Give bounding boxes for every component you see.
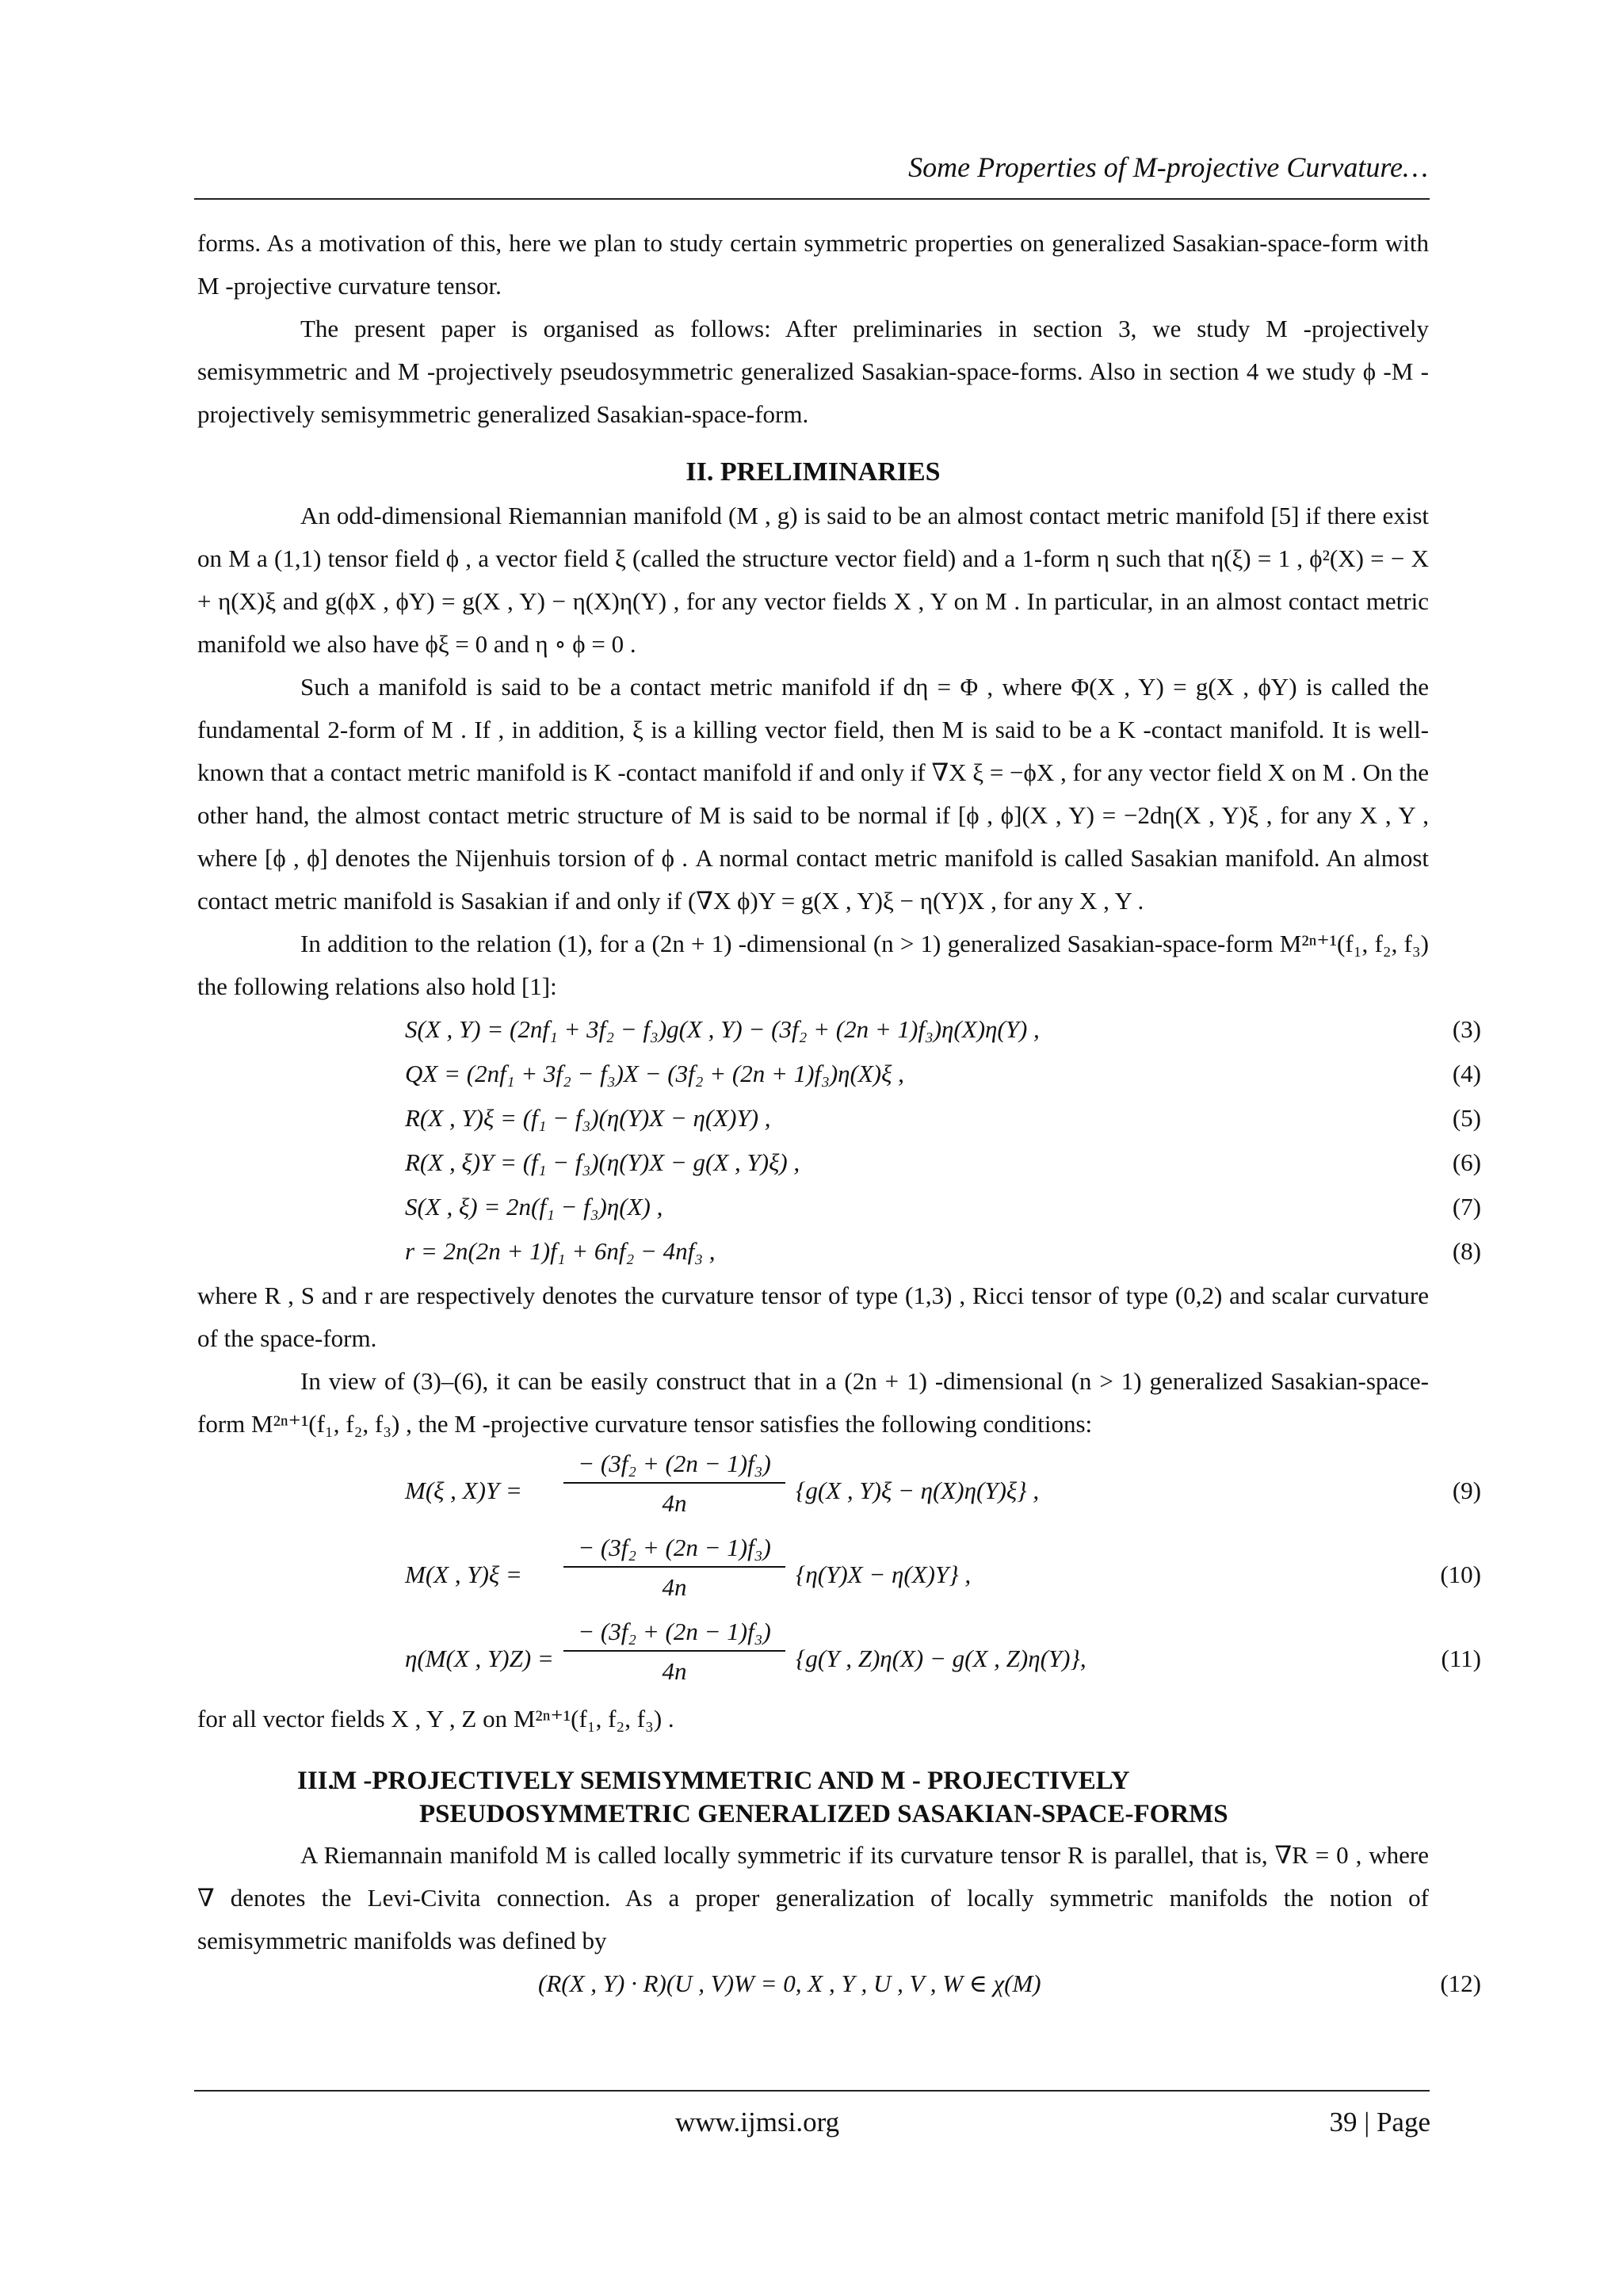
equation-number: (6) bbox=[1452, 1148, 1481, 1176]
fraction-denominator: 4n bbox=[662, 1489, 687, 1517]
equation-12 bbox=[197, 1962, 1481, 2007]
equation-lhs: M(X , Y)ξ = bbox=[405, 1561, 522, 1588]
header-rule bbox=[194, 198, 1430, 200]
equation-expression: R(X , ξ)Y = (f₁ − f₃)(η(Y)X − g(X , Y)ξ) , bbox=[405, 1148, 800, 1176]
section-heading-semisymmetric bbox=[197, 1764, 1429, 1831]
equation-expression: r = 2n(2n + 1)f₁ + 6nf₂ − 4nf₃ , bbox=[405, 1237, 716, 1265]
intro-paragraph-2: The present paper is organised as follows: After preliminaries in section 3, we study M -projectively semisymmetric and M -projectively pseudosymmetric generalized Sasakian-space-forms. Also in section 4 we study ϕ -M -projectively semisymmetric generalized Sasakian-space-form. bbox=[197, 315, 1429, 428]
equation-number: (12) bbox=[1440, 1969, 1481, 1997]
equation-9 bbox=[197, 1446, 1481, 1530]
equation-lhs: η(M(X , Y)Z) = bbox=[405, 1645, 554, 1672]
footer-rule bbox=[194, 2090, 1430, 2092]
equation-fraction bbox=[563, 1614, 785, 1691]
equation-expression: (R(X , Y) · R)(U , V)W = 0, X , Y , U , V , W ∈ χ(M) bbox=[538, 1969, 1041, 1997]
equation-rhs: {g(X , Y)ξ − η(X)η(Y)ξ} , bbox=[796, 1477, 1040, 1504]
page-number: 39 | Page bbox=[1329, 2107, 1430, 2137]
preliminaries-paragraph-3: In addition to the relation (1), for a (2n + 1) -dimensional (n > 1) generalized Sasakian-space-form M²ⁿ⁺¹(f₁, f₂, f₃) the following relations also hold [1]: bbox=[197, 930, 1429, 1000]
journal-website: www.ijmsi.org bbox=[675, 2107, 840, 2137]
semisymmetric-paragraph-1: A Riemannain manifold M is called locally symmetric if its curvature tensor R is parallel, that is, ∇R = 0 , where ∇ denotes the Levi-Civita connection. As a proper generalization of locally symmetric manifolds the notion of semisymmetric manifolds was defined by bbox=[197, 1841, 1429, 1954]
equation-expression: R(X , Y)ξ = (f₁ − f₃)(η(Y)X − η(X)Y) , bbox=[405, 1104, 771, 1132]
equation-7 bbox=[197, 1186, 1481, 1230]
section-number: III. bbox=[297, 1767, 334, 1795]
section-heading-preliminaries: II. PRELIMINARIES bbox=[685, 457, 941, 487]
fraction-denominator: 4n bbox=[662, 1573, 687, 1601]
equation-number: (8) bbox=[1452, 1237, 1481, 1265]
preliminaries-paragraph-5: In view of (3)–(6), it can be easily construct that in a (2n + 1) -dimensional (n > 1) generalized Sasakian-space-form M²ⁿ⁺¹(f₁, f₂, f₃) , the M -projective curvature tensor satisfies the following conditions: bbox=[197, 1367, 1429, 1438]
fraction-numerator: − (3f₂ + (2n − 1)f₃) bbox=[563, 1614, 785, 1652]
equation-rhs: {g(Y , Z)η(X) − g(X , Z)η(Y)}, bbox=[796, 1645, 1086, 1672]
equation-6 bbox=[197, 1141, 1481, 1186]
preliminaries-paragraph-6: for all vector fields X , Y , Z on M²ⁿ⁺¹(f₁, f₂, f₃) . bbox=[197, 1705, 674, 1733]
running-title: Some Properties of M-projective Curvature… bbox=[908, 151, 1428, 183]
equation-number: (10) bbox=[1440, 1561, 1481, 1588]
intro-paragraph-1: forms. As a motivation of this, here we plan to study certain symmetric properties on generalized Sasakian-space-form with M -projective curvature tensor. bbox=[197, 229, 1429, 300]
equation-number: (11) bbox=[1441, 1645, 1481, 1672]
equation-4 bbox=[197, 1052, 1481, 1097]
preliminaries-paragraph-4: where R , S and r are respectively denotes the curvature tensor of type (1,3) , Ricci tensor of type (0,2) and scalar curvature of the space-form. bbox=[197, 1282, 1429, 1352]
equation-rhs: {η(Y)X − η(X)Y} , bbox=[796, 1561, 972, 1588]
equation-number: (9) bbox=[1452, 1477, 1481, 1504]
equation-lhs: M(ξ , X)Y = bbox=[405, 1477, 522, 1504]
fraction-denominator: 4n bbox=[662, 1657, 687, 1685]
section-title-line-2: PSEUDOSYMMETRIC GENERALIZED SASAKIAN-SPACE-FORMS bbox=[419, 1800, 1228, 1828]
fraction-numerator: − (3f₂ + (2n − 1)f₃) bbox=[563, 1446, 785, 1484]
equation-expression: QX = (2nf₁ + 3f₂ − f₃)X − (3f₂ + (2n + 1)f₃)η(X)ξ , bbox=[405, 1060, 904, 1087]
equation-number: (4) bbox=[1452, 1060, 1481, 1087]
article-body bbox=[197, 222, 1481, 2007]
preliminaries-paragraph-1: An odd-dimensional Riemannian manifold (M , g) is said to be an almost contact metric manifold [5] if there exist on M a (1,1) tensor field ϕ , a vector field ξ (called the structure vector field) and a 1-form η such that η(ξ) = 1 , ϕ²(X) = − X + η(X)ξ and g(ϕX , ϕY) = g(X , Y) − η(X)η(Y) , for any vector fields X , Y on M . In particular, in an almost contact metric manifold we also have ϕξ = 0 and η ∘ ϕ = 0 . bbox=[197, 502, 1429, 658]
equation-expression: S(X , Y) = (2nf₁ + 3f₂ − f₃)g(X , Y) − (3f₂ + (2n + 1)f₃)η(X)η(Y) , bbox=[405, 1015, 1040, 1043]
equation-10 bbox=[197, 1530, 1481, 1614]
equation-expression: S(X , ξ) = 2n(f₁ − f₃)η(X) , bbox=[405, 1193, 663, 1221]
equation-11 bbox=[197, 1614, 1481, 1698]
equation-3 bbox=[197, 1008, 1481, 1052]
equation-fraction bbox=[563, 1530, 785, 1607]
section-title-line-1: M -PROJECTIVELY SEMISYMMETRIC AND M - PROJECTIVELY bbox=[332, 1767, 1130, 1795]
equation-number: (3) bbox=[1452, 1015, 1481, 1043]
equation-number: (5) bbox=[1452, 1104, 1481, 1132]
equation-5 bbox=[197, 1097, 1481, 1141]
equation-fraction bbox=[563, 1446, 785, 1523]
equation-number: (7) bbox=[1452, 1193, 1481, 1221]
fraction-numerator: − (3f₂ + (2n − 1)f₃) bbox=[563, 1530, 785, 1568]
equation-8 bbox=[197, 1230, 1481, 1274]
preliminaries-paragraph-2: Such a manifold is said to be a contact metric manifold if dη = Φ , where Φ(X , Y) = g(X , ϕY) is called the fundamental 2-form of M . If , in addition, ξ is a killing vector field, then M is said to be a K -contact manifold. It is well-known that a contact metric manifold is K -contact manifold if and only if ∇X ξ = −ϕX , for any vector field X on M . On the other hand, the almost contact metric structure of M is said to be normal if [ϕ , ϕ](X , Y) = −2dη(X , Y)ξ , for any X , Y , where [ϕ , ϕ] denotes the Nijenhuis torsion of ϕ . A normal contact metric manifold is called Sasakian manifold. An almost contact metric manifold is Sasakian if and only if (∇X ϕ)Y = g(X , Y)ξ − η(Y)X , for any X , Y . bbox=[197, 673, 1429, 915]
